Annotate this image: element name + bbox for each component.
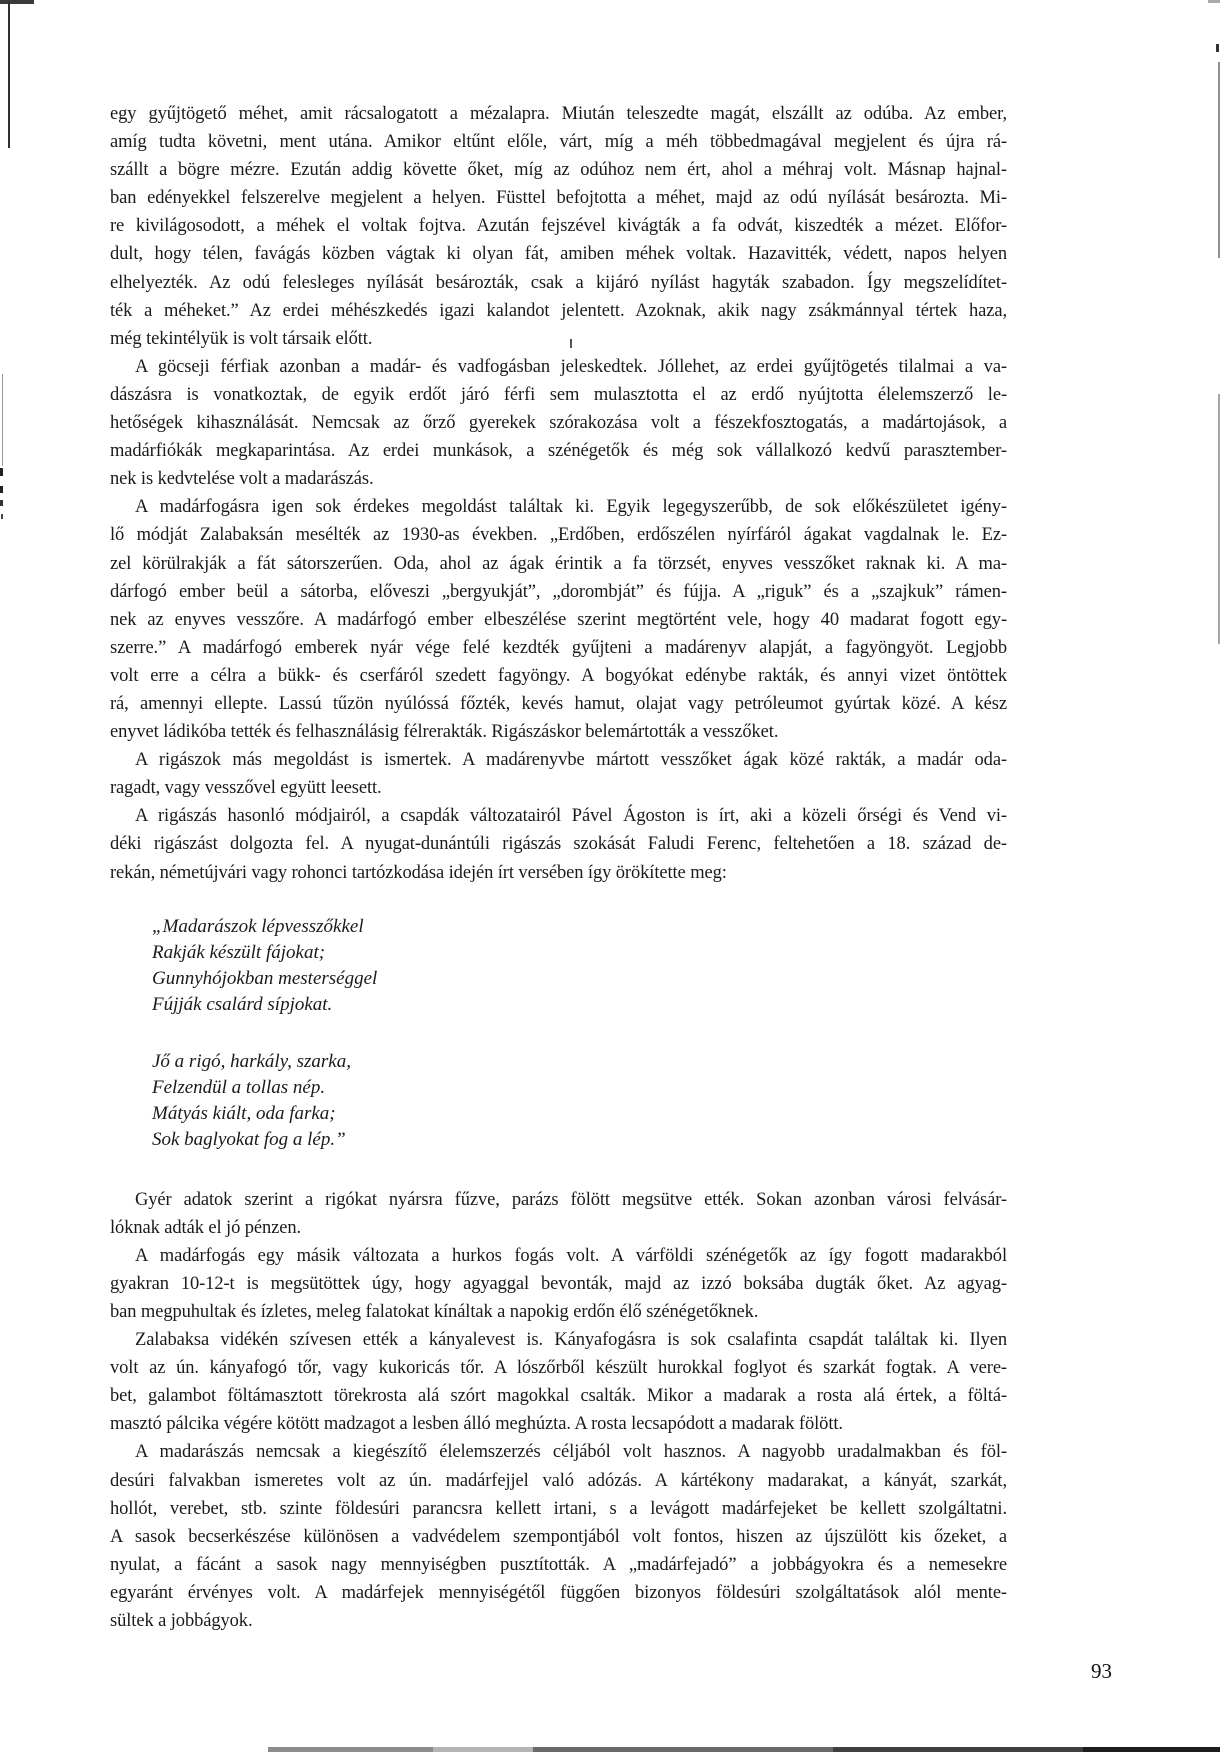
text-line: dárfogó ember beül a sátorba, előveszi „bergyukját”, „dorombját” és fújja. A „riguk” és a „szajkuk” rámen- bbox=[110, 581, 1007, 602]
scan-bottom-bar-dark bbox=[833, 1747, 1083, 1752]
scan-bottom-bar-mid bbox=[533, 1747, 833, 1752]
text-line: hollót, verebet, stb. szinte földesúri parancsra kellett irtani, s a levágott madárfejeket be kellett szolgáltatni. bbox=[110, 1498, 1007, 1519]
text-line: egy gyűjtögető méhet, amit rácsalogatott a mézalapra. Miután teleszedte magát, elszállt az odúba. Az ember, bbox=[110, 104, 1007, 124]
text-line: volt az ún. kányafogó tőr, vagy kukoricás tőr. A lószőrből készült hurokkal foglyot és szarkát fogtak. A vere- bbox=[110, 1358, 1007, 1379]
text-line: volt erre a célra a bükk- és cserfáról szedett fagyöngy. A bogyókat edénybe rakták, és annyi vizet öntöttek bbox=[110, 665, 1007, 686]
text-line: ték a méheket.” Az erdei méhészkedés igazi kalandot jelentett. Azoknak, akik nagy zsákmánnyal tértek haza, bbox=[110, 300, 1007, 321]
paragraph bbox=[110, 1438, 1007, 1635]
paragraph bbox=[110, 802, 1007, 886]
poem-line: Felzendül a tollas nép. bbox=[152, 1076, 326, 1098]
text-line: desúri falvakban ismeretes volt az ún. madárfejjel való adózás. A kártékony madarakat, a kányát, szarkát, bbox=[110, 1470, 1007, 1491]
text-line: Zalabaksa vidékén szívesen ették a kányalevest is. Kányafogásra is sok csalafinta csapdát találtak ki. Ilyen bbox=[135, 1330, 1007, 1351]
poem-line: Gunnyhójokban mesterséggel bbox=[152, 967, 378, 989]
text-line: A sasok becserkészése különösen a vadvédelem szempontjából volt fontos, hiszen az újszülött kis őzeket, a bbox=[110, 1526, 1007, 1547]
text-line: nek is kedvtelése volt a madarászás. bbox=[110, 469, 374, 490]
scan-edge-left-gray-line bbox=[2, 374, 3, 466]
paragraph bbox=[110, 1186, 1007, 1242]
text-line: zel körülrakják a fát sátorszerűen. Oda, ahol az ágak érintik a fa törzsét, enyves vesszőket raknak ki. A ma- bbox=[110, 553, 1007, 574]
text-line: elhelyezték. Az odú felesleges nyílását besározták, csak a kijáró nyílást hagyták szabadon. Így megszelídítet- bbox=[110, 272, 1007, 293]
text-line: szállt a bögre mézre. Ezután addig követte őket, míg az odúhoz nem ért, ahol a méhraj volt. Másnap hajnal- bbox=[110, 160, 1007, 181]
scan-bottom-bar-black bbox=[1083, 1747, 1220, 1752]
paragraph bbox=[110, 353, 1007, 493]
text-line: masztó pálcika végére kötött madzagot a lesben álló meghúzta. A rosta lecsapódott a madarak fölött. bbox=[110, 1414, 843, 1435]
text-line: madárfiókák megkaparintása. Az erdei munkások, a szénégetők és még sok vállalkozó kedvű parasztember- bbox=[110, 441, 1007, 462]
text-line: A rigászok más megoldást is ismertek. A madárenyvbe mártott vesszőket ágak közé rakták, a madár oda- bbox=[135, 750, 1007, 771]
scan-edge-top-right-tick bbox=[1208, 0, 1220, 3]
body-text-upper bbox=[110, 100, 1007, 887]
poem-line: Jő a rigó, harkály, szarka, bbox=[152, 1050, 351, 1072]
text-line: Gyér adatok szerint a rigókat nyársra fűzve, parázs fölött megsütve ették. Sokan azonban városi felvásár- bbox=[135, 1189, 1007, 1210]
body-text-lower bbox=[110, 1186, 1007, 1636]
text-line: A rigászás hasonló módjairól, a csapdák változatairól Pável Ágoston is írt, aki a közeli őrségi és Vend vi- bbox=[135, 806, 1007, 827]
poem-line: Fújják csalárd sípjokat. bbox=[152, 993, 333, 1015]
text-line: nek az enyves vesszőre. A madárfogó ember elbeszélése szerint megtörtént vele, hogy 40 madarat fogott egy- bbox=[110, 609, 1007, 630]
text-line: déki rigászást dolgozta fel. A nyugat-dunántúli rigászás szokását Faludi Ferenc, feltehetően a 18. század de- bbox=[110, 834, 1007, 855]
text-column bbox=[110, 100, 1007, 1635]
text-line: nyulat, a fácánt a sasok nagy mennyiségben pusztították. A „madárfejadó” a jobbágyokra és a nemesekre bbox=[110, 1554, 1007, 1575]
scan-bottom-bar-light bbox=[433, 1747, 533, 1752]
text-line: szerre.” A madárfogó emberek nyár vége felé kezdték gyűjteni a madárenyv alapját, a fagyöngyöt. Legjobb bbox=[110, 637, 1007, 658]
text-line: lő módját Zalabaksán mesélték az 1930-as években. „Erdőben, erdőszélen nyírfáról ágakat vagdalnak le. Ez- bbox=[110, 525, 1007, 546]
text-line: ban edényekkel felszerelve megjelent a helyen. Füsttel befojtotta a méhet, majd az odú nyílását besározta. Mi- bbox=[110, 188, 1007, 209]
text-line: sültek a jobbágyok. bbox=[110, 1611, 253, 1632]
text-line: ragadt, vagy vesszővel együtt leesett. bbox=[110, 778, 382, 799]
scan-edge-left-line bbox=[8, 2, 10, 148]
scan-edge-right-dash bbox=[1216, 44, 1219, 52]
paragraph bbox=[110, 746, 1007, 802]
poem-stanza bbox=[152, 914, 1007, 1018]
text-line: enyvet ládikóba tették és felhasználásig félrerakták. Rigászáskor belemártották a vesszőket. bbox=[110, 722, 779, 743]
paragraph bbox=[110, 493, 1007, 746]
text-line: még tekintélyük is volt társaik előtt. bbox=[110, 328, 373, 349]
text-line: gyakran 10-12-t is megsütöttek úgy, hogy agyaggal bevonták, majd az izzó boksába dugták őket. Az agyag- bbox=[110, 1273, 1007, 1294]
text-line: A madárfogás egy másik változata a hurkos fogás volt. A várföldi szénégetők az így fogott madarakból bbox=[135, 1245, 1007, 1266]
paragraph bbox=[110, 100, 1007, 353]
text-line: rekán, németújvári vagy rohonci tartózkodása idején írt versében így örökítette meg: bbox=[110, 862, 727, 883]
scan-speck-mid bbox=[570, 339, 572, 348]
text-line: bet, galambot föltámasztott törekrosta alá szórt magokkal csalták. Mikor a madarak a rosta alá értek, a föltá- bbox=[110, 1386, 1007, 1407]
poem-line: „Madarászok lépvesszőkkel bbox=[152, 915, 364, 937]
poem-stanza bbox=[152, 1049, 1007, 1153]
text-line: hetőségek kihasználását. Nemcsak az őrző gyerekek szórakozása volt a fészekfosztogatás, a madártojások, a bbox=[110, 413, 1007, 434]
scan-edge-left-dash-1 bbox=[0, 468, 3, 476]
poem-line: Mátyás kiált, oda farka; bbox=[152, 1102, 336, 1124]
page-number: 93 bbox=[1091, 1659, 1112, 1683]
scan-edge-left-dash-2 bbox=[0, 486, 3, 493]
paragraph bbox=[110, 1242, 1007, 1326]
text-line: egyaránt érvényes volt. A madárfejek mennyiségétől függően bizonyos földesúri szolgáltatások alól mente- bbox=[110, 1582, 1007, 1603]
text-line: A göcseji férfiak azonban a madár- és vadfogásban jeleskedtek. Jóllehet, az erdei gyűjtögetés tilalmai a va- bbox=[135, 356, 1007, 377]
scan-edge-top-left-bar bbox=[0, 0, 34, 4]
scan-edge-left-dash-3 bbox=[0, 500, 3, 506]
text-line: A madárfogásra igen sok érdekes megoldást találtak ki. Egyik legegyszerűbb, de sok előkészületet igény- bbox=[135, 497, 1007, 518]
text-line: A madarászás nemcsak a kiegészítő élelemszerzés céljából volt hasznos. A nagyobb uradalmakban és föl- bbox=[135, 1442, 1007, 1463]
poem bbox=[152, 914, 1007, 1153]
poem-line: Sok baglyokat fog a lép.” bbox=[152, 1128, 346, 1150]
text-line: rá, amennyi ellepte. Lassú tűzön nyúlóssá főzték, kevés hamut, olajat vagy petróleumot gyúrtak közé. A kész bbox=[110, 693, 1007, 714]
scan-edge-left-dash-4 bbox=[1, 514, 3, 519]
poem-line: Rakják készült fájokat; bbox=[152, 941, 326, 963]
text-line: ban megpuhultak és ízletes, meleg falatokat kínáltak a napokig erdőn élő szénégetőknek. bbox=[110, 1302, 759, 1322]
text-line: re kivilágosodott, a méhek el voltak fojtva. Azután fejszével kivágták a fa odvát, kiszedték a mézet. Előfor- bbox=[110, 216, 1007, 237]
text-line: dult, hogy télen, favágás közben vágtak ki olyan fát, amiben méhek voltak. Hazavitték, védett, napos helyen bbox=[110, 244, 1007, 265]
text-line: amíg tudta követni, ment utána. Amikor eltűnt előle, várt, míg a méh többedmagával megjelent és újra rá- bbox=[110, 132, 1007, 153]
paragraph bbox=[110, 1326, 1007, 1438]
text-line: lóknak adták el jó pénzen. bbox=[110, 1217, 302, 1238]
text-line: dászásra is vonatkoztak, de egyik erdőt járó férfi sem mulasztotta el az erdő nyújtotta élelemszerző le- bbox=[110, 384, 1007, 405]
scan-bottom-bar-gray bbox=[268, 1747, 433, 1752]
